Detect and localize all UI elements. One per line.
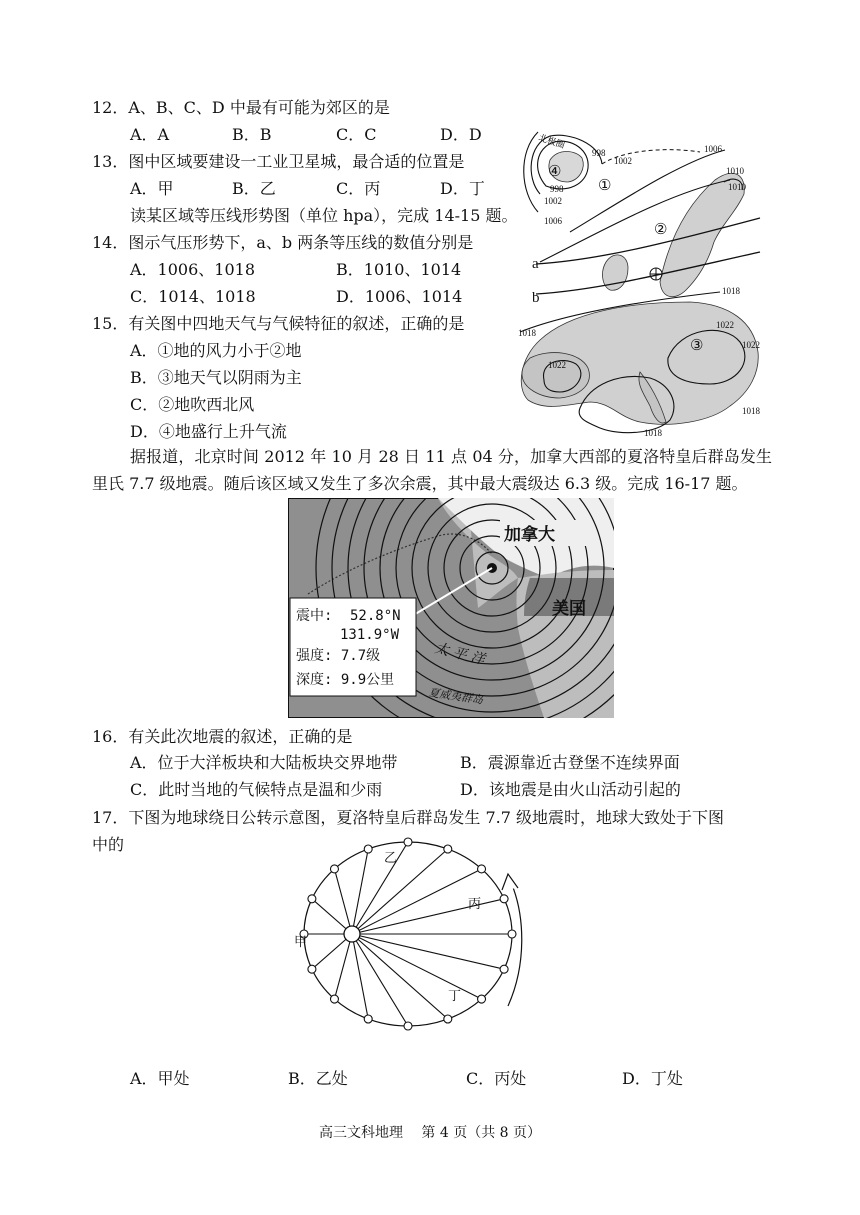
isobar-label: 1018 [742, 406, 760, 416]
q16-stem: 16．有关此次地震的叙述，正确的是 [92, 727, 353, 746]
q15-option-d: D．④地盛行上升气流 [130, 422, 287, 441]
isobar-label: 1010 [726, 166, 744, 176]
orbit-position-dot [508, 930, 516, 938]
q15-stem: 15．有关图中四地天气与气候特征的叙述，正确的是 [92, 314, 465, 333]
orbit-position-dot [478, 865, 486, 873]
isobar-a-label: a [532, 256, 539, 272]
q12-option-a: A．A [130, 125, 170, 144]
orbit-label-jia: 甲 [294, 935, 308, 950]
orbit-spoke [352, 899, 504, 934]
q12-option-d: D．D [440, 125, 482, 144]
q16-option-b: B．震源靠近古登堡不连续界面 [460, 753, 680, 772]
orbit-spoke [334, 934, 352, 999]
q12-option-c: C．C [336, 125, 377, 144]
revolution-direction-arrow [508, 880, 522, 1006]
isobar-label: 1006 [704, 144, 722, 154]
q14-option-b: B．1010、1014 [336, 260, 462, 279]
site-2-label: ② [654, 222, 668, 238]
isobar-label: 1018 [644, 428, 662, 438]
q12-option-b: B．B [232, 125, 272, 144]
q13-option-b: B．乙 [232, 179, 276, 198]
depth-value: 深度: 9.9公里 [296, 672, 395, 688]
q17-option-a: A．甲处 [130, 1069, 190, 1088]
q14-option-a: A．1006、1018 [130, 260, 255, 279]
arctic-circle-label: 北极圈 [537, 132, 567, 151]
q17-option-c: C．丙处 [466, 1069, 527, 1088]
orbit-spoke [334, 869, 352, 934]
q15-option-a: A．①地的风力小于②地 [130, 341, 302, 360]
epicenter-longitude: 131.9°W [340, 627, 400, 643]
orbit-position-dot [500, 895, 508, 903]
q13-option-d: D．丁 [440, 179, 485, 198]
isobar-map [510, 122, 770, 440]
isobar-label: 1002 [544, 196, 562, 206]
sun-icon [344, 926, 360, 942]
pacific-label: 太 平 洋 [433, 640, 487, 669]
orbit-spoke [352, 849, 448, 934]
orbit-diagram [280, 836, 540, 1046]
q16-option-c: C．此时当地的气候特点是温和少雨 [130, 780, 383, 799]
q16-option-d: D．该地震是由火山活动引起的 [460, 780, 681, 799]
isobar-label: 1006 [544, 216, 562, 226]
earthquake-map [288, 498, 614, 718]
q12-stem: 12．A、B、C、D 中最有可能为郊区的是 [92, 98, 390, 117]
epicenter-label: 震中: [296, 608, 333, 624]
orbit-position-dot [330, 865, 338, 873]
orbit-spoke [352, 934, 504, 969]
isobar-label: 998 [592, 148, 606, 158]
orbit-position-dot [364, 845, 372, 853]
isobar-label: 1010 [728, 182, 746, 192]
epicenter-latitude: 52.8°N [350, 608, 401, 624]
q17-stem-line2: 中的 [92, 835, 125, 854]
isobar-label: 1018 [722, 286, 740, 296]
magnitude-value: 强度: 7.7级 [296, 648, 381, 664]
orbit-position-dot [308, 895, 316, 903]
site-3-label: ③ [690, 338, 704, 354]
q13-option-c: C．丙 [336, 179, 381, 198]
q17-option-d: D．丁处 [622, 1069, 683, 1088]
orbit-position-dot [500, 965, 508, 973]
isobar-b-label: b [532, 290, 540, 306]
isobar-label: 1022 [548, 360, 566, 370]
hawaii-label: 夏威夷群岛 [427, 686, 484, 707]
orbit-label-bing: 丙 [468, 897, 482, 912]
orbit-label-ding: 丁 [448, 989, 462, 1004]
usa-label: 美国 [552, 599, 586, 619]
canada-label: 加拿大 [504, 525, 555, 545]
q15-option-b: B．③地天气以阴雨为主 [130, 368, 302, 387]
orbit-position-dot [308, 965, 316, 973]
site-4-label: ④ [548, 164, 562, 180]
q17-stem-line1: 17．下图为地球绕日公转示意图，夏洛特皇后群岛发生 7.7 级地震时，地球大致处于下图 [92, 808, 724, 827]
q16-option-a: A．位于大洋板块和大陆板块交界地带 [130, 753, 398, 772]
arrow-head-icon [502, 874, 518, 890]
intro-14-15: 读某区域等压线形势图（单位 hpa），完成 14-15 题。 [130, 206, 518, 225]
orbit-label-yi: 乙 [384, 851, 398, 866]
isobar-label: 1022 [716, 320, 734, 330]
orbit-position-dot [364, 1015, 372, 1023]
q15-option-c: C．②地吹西北风 [130, 395, 255, 414]
orbit-position-dot [404, 838, 412, 846]
orbit-position-dot [478, 995, 486, 1003]
orbit-position-dot [404, 1022, 412, 1030]
isobar-label: 1002 [614, 156, 632, 166]
q14-stem: 14．图示气压形势下，a、b 两条等压线的数值分别是 [92, 233, 474, 252]
site-1-label: ① [598, 178, 612, 194]
orbit-position-dot [444, 1015, 452, 1023]
isobar-label: 1022 [742, 340, 760, 350]
isobar-label: 998 [550, 184, 564, 194]
q13-option-a: A．甲 [130, 179, 174, 198]
q14-option-c: C．1014、1018 [130, 287, 256, 306]
orbit-spoke [352, 934, 448, 1019]
orbit-position-dot [444, 845, 452, 853]
q14-option-d: D．1006、1014 [336, 287, 463, 306]
isobar-label: 1018 [518, 328, 536, 338]
orbit-position-dot [330, 995, 338, 1003]
q13-stem: 13．图中区域要建设一工业卫星城，最合适的位置是 [92, 152, 465, 171]
q17-option-b: B．乙处 [288, 1069, 348, 1088]
page-footer: 高三文科地理 第 4 页（共 8 页） [318, 1125, 542, 1141]
intro-16-17: 据报道，北京时间 2012 年 10 月 28 日 11 点 04 分，加拿大西部的夏洛特皇后群岛发生里氏 7.7 级地震。随后该区域又发生了多次余震，其中最大震级达 6.3 级。完成 16-17 题。 [92, 447, 772, 493]
